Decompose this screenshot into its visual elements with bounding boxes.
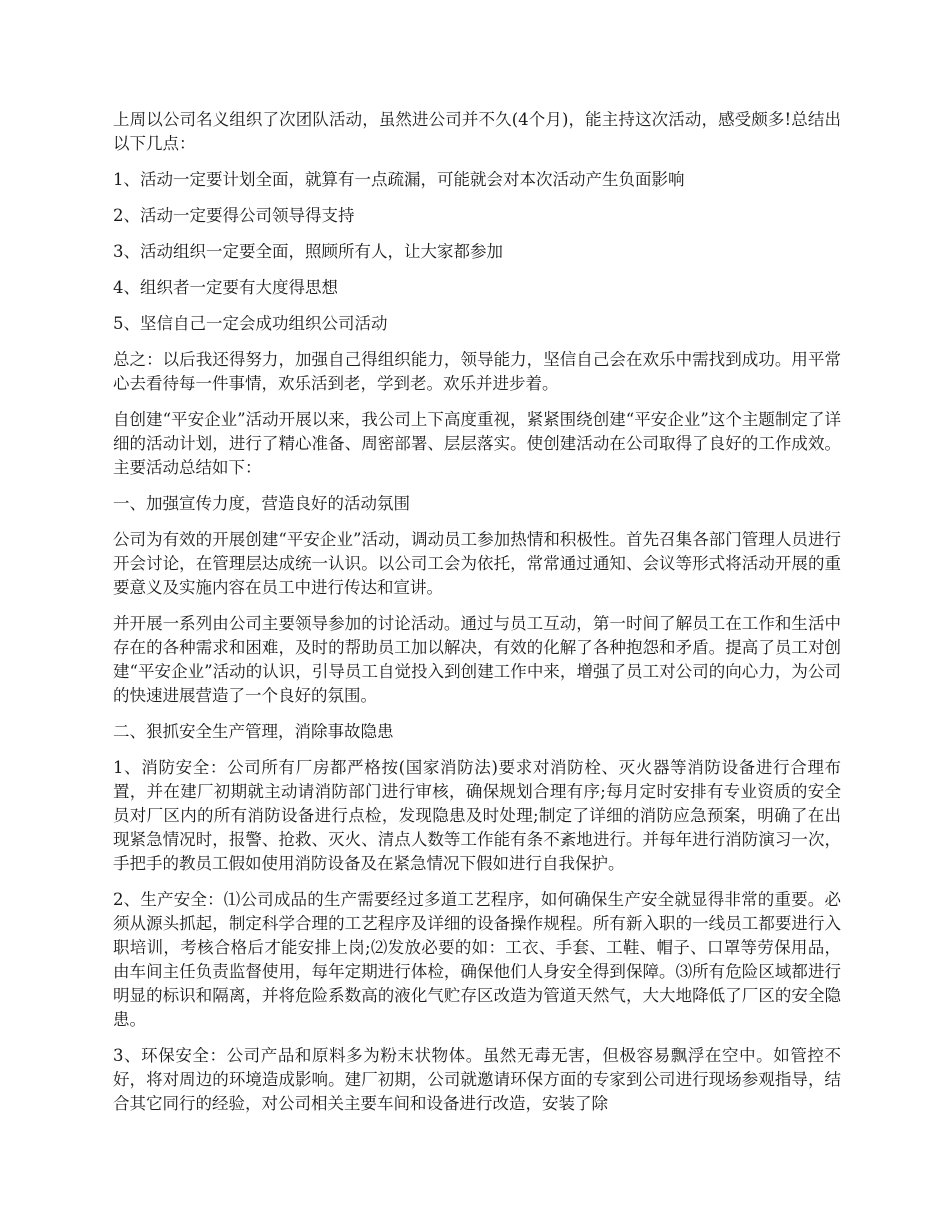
list-item-4: 4、组织者一定要有大度得思想 [113, 278, 338, 297]
paragraph-production-safety: 2、生产安全：⑴公司成品的生产需要经过多道工艺程序，如何确保生产安全就显得非常的重要。必须从源头抓起，制定科学合理的工艺程序及详细的设备操作规程。所有新入职的一线员工都要进行入职培训，考核合格后才能安排上岗;⑵发放必要的如：工衣、手套、工鞋、帽子、口罩等劳保用品，由车间主任负责监督使用，每年定期进行体检，确保他们人身安全得到保障。⑶所有危险区域都进行明显的标识和隔离，并将危险系数高的液化气贮存区改造为管道天然气，大大地降低了厂区的安全隐患。 [113, 890, 841, 1029]
list-item-3: 3、活动组织一定要全面，照顾所有人，让大家都参加 [113, 242, 503, 261]
paragraph-safety-intro: 自创建“平安企业”活动开展以来，我公司上下高度重视，紧紧围绕创建“平安企业”这个主题制定了详细的活动计划，进行了精心准备、周密部署、层层落实。使创建活动在公司取得了良好的工作成效。主要活动总结如下： [113, 410, 841, 477]
section-heading-1: 一、加强宣传力度，营造良好的活动氛围 [113, 494, 410, 513]
section-heading-2: 二、狠抓安全生产管理，消除事故隐患 [113, 722, 394, 741]
list-item-1: 1、活动一定要计划全面，就算有一点疏漏，可能就会对本次活动产生负面影响 [113, 170, 685, 189]
paragraph-fire-safety: 1、消防安全：公司所有厂房都严格按(国家消防法)要求对消防栓、灭火器等消防设备进行合理布置，并在建厂初期就主动请消防部门进行审核，确保规划合理有序;每月定时安排有专业资质的安全员对厂区内的所有消防设备进行点检，发现隐患及时处理;制定了详细的消防应急预案，明确了在出现紧急情况时，报警、抢救、灭火、清点人数等工作能有条不紊地进行。并每年进行消防演习一次，手把手的教员工假如使用消防设备及在紧急情况下假如进行自我保护。 [113, 758, 841, 873]
document-body [113, 108, 841, 1128]
paragraph-environment-safety: 3、环保安全：公司产品和原料多为粉末状物体。虽然无毒无害，但极容易飘浮在空中。如管控不好，将对周边的环境造成影响。建厂初期，公司就邀请环保方面的专家到公司进行现场参观指导，结合其它同行的经验，对公司相关主要车间和设备进行改造，安装了除 [113, 1046, 841, 1113]
paragraph-discussion: 并开展一系列由公司主要领导参加的讨论活动。通过与员工互动，第一时间了解员工在工作和生活中存在的各种需求和困难，及时的帮助员工加以解决，有效的化解了各种抱怨和矛盾。提高了员工对创建“平安企业”活动的认识，引导员工自觉投入到创建工作中来，增强了员工对公司的向心力，为公司的快速进展营造了一个良好的氛围。 [113, 614, 841, 705]
paragraph-intro: 上周以公司名义组织了次团队活动，虽然进公司并不久(4个月)，能主持这次活动，感受颇多!总结出以下几点： [113, 110, 841, 153]
paragraph-publicity: 公司为有效的开展创建“平安企业”活动，调动员工参加热情和积极性。首先召集各部门管理人员进行开会讨论，在管理层达成统一认识。以公司工会为依托，常常通过通知、会议等形式将活动开展的重要意义及实施内容在员工中进行传达和宣讲。 [113, 530, 841, 597]
list-item-5: 5、坚信自己一定会成功组织公司活动 [113, 314, 388, 333]
paragraph-summary: 总之：以后我还得努力，加强自己得组织能力，领导能力，坚信自己会在欢乐中需找到成功。用平常心去看待每一件事情，欢乐活到老，学到老。欢乐并进步着。 [113, 350, 841, 393]
list-item-2: 2、活动一定要得公司领导得支持 [113, 206, 355, 225]
